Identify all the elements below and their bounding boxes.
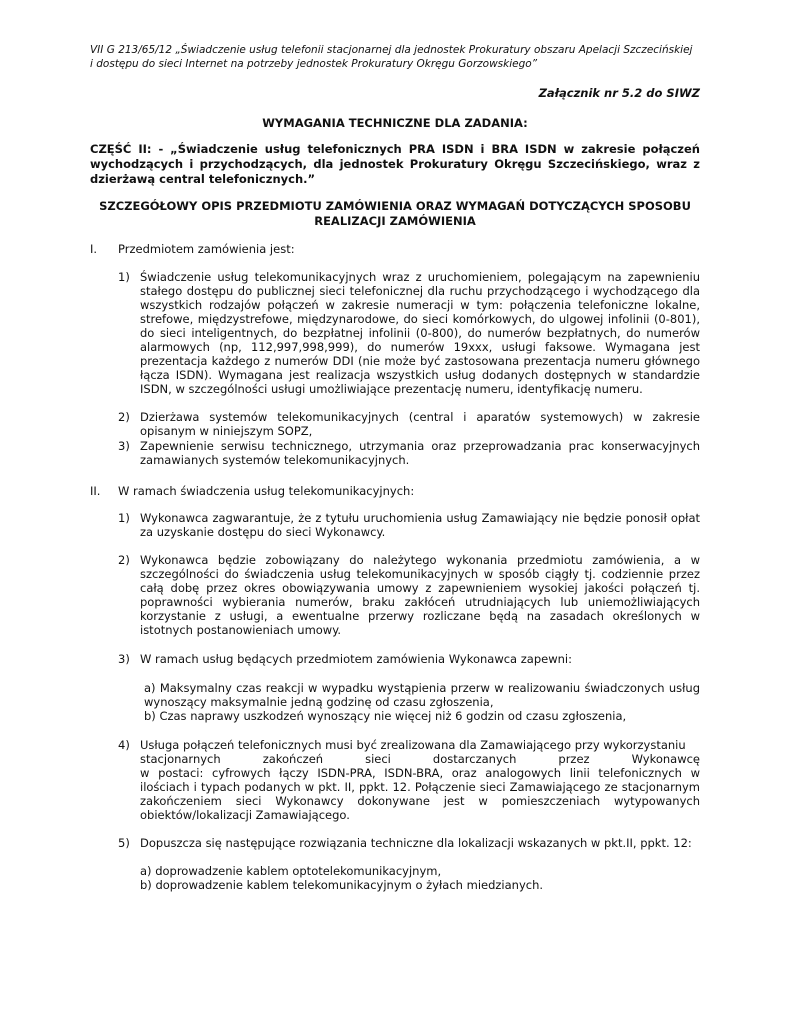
word: przez [558, 752, 590, 766]
word: sieci [365, 752, 391, 766]
sub-item-b: b) doprowadzenie kablem telekomunikacyjnym o żyłach miedzianych. [140, 878, 544, 892]
annex-label: Załącznik nr 5.2 do SIWZ [538, 86, 700, 100]
section-1-heading [90, 242, 295, 256]
word: stacjonarnych [140, 752, 221, 766]
list-item-marker: 2) [118, 553, 130, 567]
list-item-text: Wykonawca zagwarantuje, że z tytułu uruchomienia usług Zamawiający nie będzie ponosił opłat za uzyskanie dostępu do sieci Wykonawcy. [140, 511, 700, 539]
list-item-marker: 3) [118, 439, 130, 453]
subtitle-line-1: SZCZEGÓŁOWY OPIS PRZEDMIOTU ZAMÓWIENIA ORAZ WYMAGAŃ DOTYCZĄCYCH SPOSOBU [99, 199, 691, 213]
section-2-title: W ramach świadczenia usług telekomunikacyjnych: [118, 484, 415, 498]
list-item-text: Dzierżawa systemów telekomunikacyjnych (central i aparatów systemowych) w zakresie opisanym w niniejszym SOPZ, [140, 410, 700, 438]
list-item-justified-line [140, 752, 700, 766]
word: Wykonawcę [631, 752, 700, 766]
list-item [118, 410, 700, 438]
list-item-text: Wykonawca będzie zobowiązany do należytego wykonania przedmiotu zamówienia, a w szczególności do świadczenia usług telekomunikacyjnych w sposób ciągły tj. codziennie przez całą dobę przez okres obowiązywania umowy z zapewnieniem wysokiej jakości połączeń tj. poprawności wybierania numerów, braku zakłóceń utrudniających lub uniemożliwiających korzystanie z usługi, a ewentualne przerwy rozliczane będą na zasadach określonych w istotnych postanowieniach umowy. [140, 553, 700, 637]
sub-item-a: a) doprowadzenie kablem optotelekomunikacyjnym, [140, 864, 442, 878]
sub-item-a: a) Maksymalny czas reakcji w wypadku wystąpienia przerw w realizowaniu świadczonych usług wynoszący maksymalnie jedną godzinę od czasu zgłoszenia, [144, 681, 700, 709]
list-item-marker: 1) [118, 511, 130, 525]
section-1-number: I. [90, 242, 98, 256]
list-item-marker: 4) [118, 738, 130, 752]
list-item [118, 553, 700, 637]
section-2-heading [90, 484, 414, 498]
list-item-line-3: w postaci: cyfrowych łączy ISDN-PRA, ISDN-BRA, oraz analogowych linii telefonicznych w ilościach i typach podanych w pkt. II, ppkt. 12. Połączenie sieci Zamawiającego ze stacjonarnym zakończeniem sieci Wykonawcy dokonywane jest w pomieszczeniach wytypowanych obiektów/lokalizacji Zamawiającego. [140, 766, 700, 822]
list-item-line-1: Usługa połączeń telefonicznych musi być zrealizowana dla Zamawiającego przy wykorzystaniu [140, 738, 686, 752]
word: zakończeń [262, 752, 324, 766]
section-1-title: Przedmiotem zamówienia jest: [118, 242, 295, 256]
header-line-2: i dostępu do sieci Internet na potrzeby jednostek Prokuratury Okręgu Gorzowskiego” [90, 58, 538, 70]
list-item-marker: 2) [118, 410, 130, 424]
part-heading: CZĘŚĆ II: - „Świadczenie usług telefonicznych PRA ISDN i BRA ISDN w zakresie połączeń wychodzących i przychodzących, dla jednostek Prokuratury Okręgu Szczecińskiego, wraz z dzierżawą central telefonicznych.” [90, 142, 700, 186]
list-item-marker: 1) [118, 270, 130, 284]
main-title: WYMAGANIA TECHNICZNE DLA ZADANIA: [262, 116, 528, 130]
list-item [118, 270, 700, 396]
list-item-marker: 5) [118, 836, 130, 850]
list-item [118, 836, 700, 850]
list-item [118, 511, 700, 539]
list-item-text: W ramach usług będących przedmiotem zamówienia Wykonawca zapewni: [140, 652, 572, 666]
list-item-text: Świadczenie usług telekomunikacyjnych wraz z uruchomieniem, polegającym na zapewnieniu stałego dostępu do publicznej sieci telefonicznej dla ruchu przychodzącego i wychodzącego dla wszystkich rodzajów połączeń w zakresie numeracji w tym: połączenia telefoniczne lokalne, strefowe, międzystrefowe, międzynarodowe, do sieci komórkowych, do ulgowej infolinii (0-801), do sieci inteligentnych, do bezpłatnej infolinii (0-800), do numerów bezpłatnych, do numerów alarmowych (np, 112,997,998,999), do numerów 19xxx, usługi faksowe. Wymagana jest prezentacja każdego z numerów DDI (nie może być zastosowana prezentacja numeru głównego łącza ISDN). Wymagana jest realizacja wszystkich usług dodanych dostępnych w standardzie ISDN, w szczególności usługi umożliwiające prezentację numeru, identyfikację numeru. [140, 270, 700, 396]
sub-item-b: b) Czas naprawy uszkodzeń wynoszący nie więcej niż 6 godzin od czasu zgłoszenia, [144, 709, 627, 723]
section-2-number: II. [90, 484, 101, 498]
document-header [90, 43, 710, 71]
list-item [118, 652, 700, 666]
header-line-1: VII G 213/65/12 „Świadczenie usług telefonii stacjonarnej dla jednostek Prokuratury obszaru Apelacji Szczecińskiej [90, 44, 693, 56]
word: dostarczanych [432, 752, 517, 766]
list-item [118, 439, 700, 467]
list-item-text: Zapewnienie serwisu technicznego, utrzymania oraz przeprowadzania prac konserwacyjnych zamawianych systemów telekomunikacyjnych. [140, 439, 700, 467]
list-item-marker: 3) [118, 652, 130, 666]
list-item-text: Dopuszcza się następujące rozwiązania techniczne dla lokalizacji wskazanych w pkt.II, ppkt. 12: [140, 836, 692, 850]
list-item [118, 738, 700, 822]
subtitle [90, 199, 700, 229]
subtitle-line-2: REALIZACJI ZAMÓWIENIA [314, 214, 476, 228]
